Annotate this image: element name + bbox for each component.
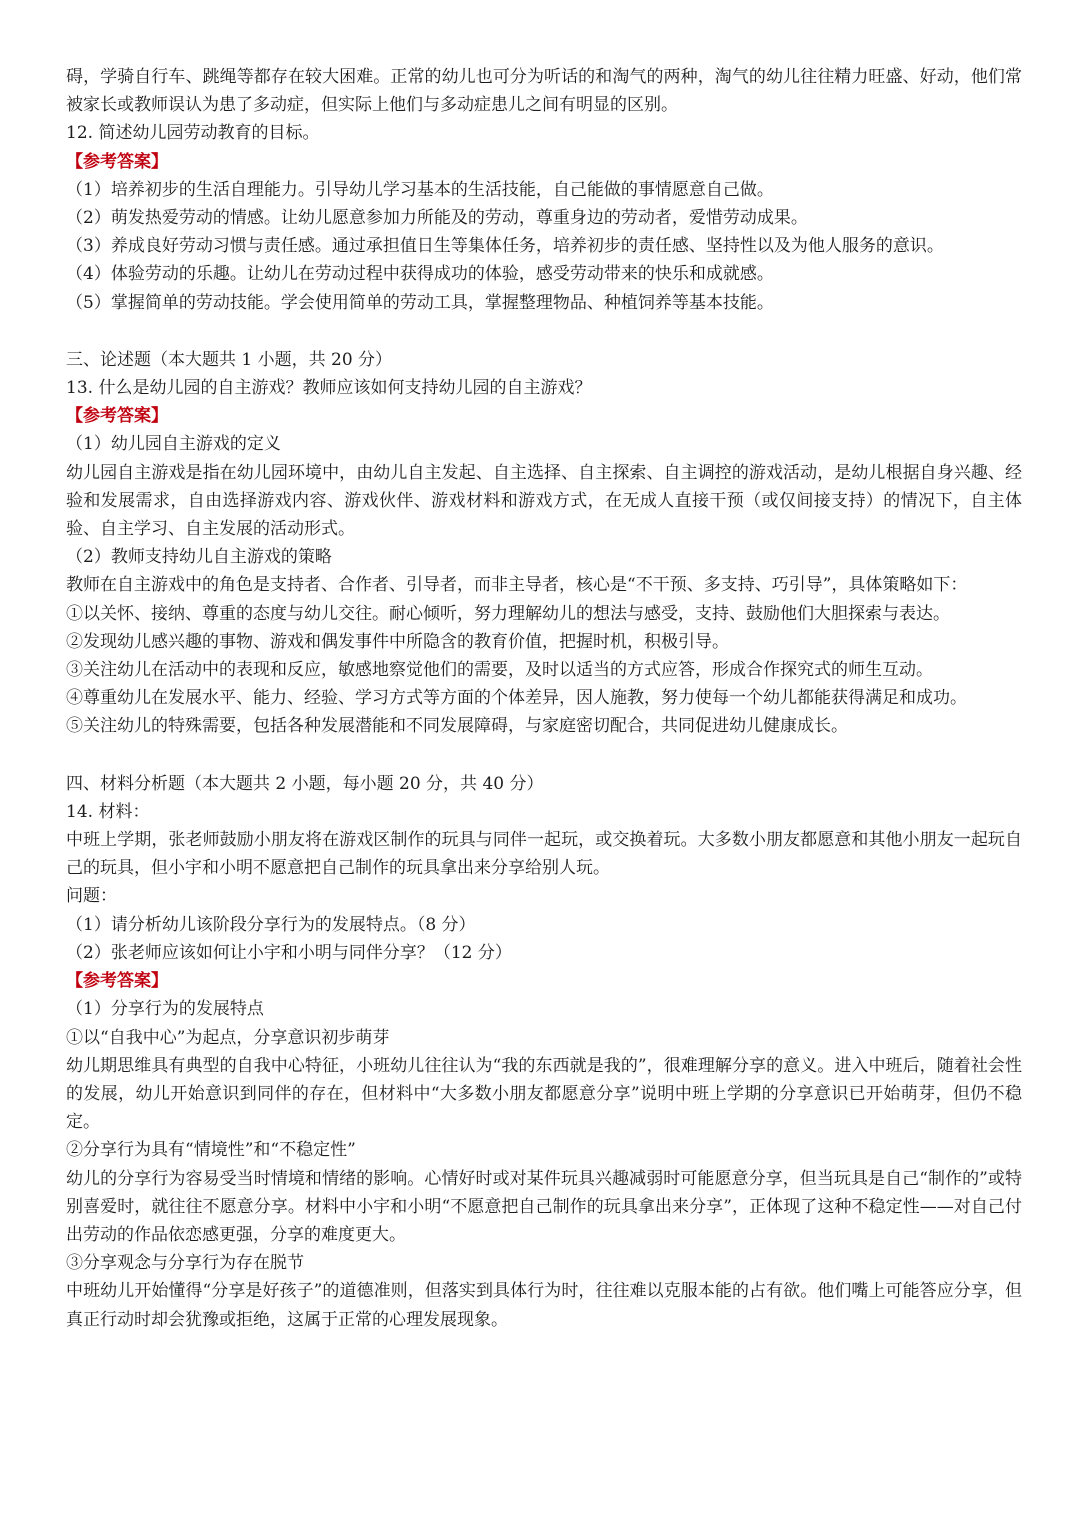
text-paragraph: 三、论述题（本大题共 1 小题，共 20 分） [66, 349, 393, 370]
text-paragraph: 14. 材料： [66, 801, 150, 822]
text-paragraph: 13. 什么是幼儿园的自主游戏？教师应该如何支持幼儿园的自主游戏？ [66, 378, 592, 399]
text-paragraph: 中班上学期，张老师鼓励小朋友将在游戏区制作的玩具与同伴一起玩，或交换着玩。大多数小朋友都愿意和其他小朋友一起玩自己的玩具，但小宇和小明不愿意把自己制作的玩具拿出来分享给别人玩。 [66, 830, 1022, 879]
text-paragraph: ④尊重幼儿在发展水平、能力、经验、学习方式等方面的个体差异，因人施教，努力使每一个幼儿都能获得满足和成功。 [66, 688, 967, 709]
text-paragraph: ①以“自我中心”为起点，分享意识初步萌芽 [66, 1027, 390, 1048]
text-paragraph: 教师在自主游戏中的角色是支持者、合作者、引导者，而非主导者，核心是“不干预、多支持、巧引导”，具体策略如下： [66, 575, 968, 596]
text-paragraph: ②分享行为具有“情境性”和“不稳定性” [66, 1140, 356, 1161]
text-paragraph: ③分享观念与分享行为存在脱节 [66, 1253, 304, 1274]
text-paragraph: ⑤关注幼儿的特殊需要，包括各种发展潜能和不同发展障碍，与家庭密切配合，共同促进幼儿健康成长。 [66, 716, 848, 737]
reference-answer-label: 【参考答案】 [66, 406, 168, 427]
text-paragraph: （2）教师支持幼儿自主游戏的策略 [66, 547, 332, 568]
text-paragraph: 12. 简述幼儿园劳动教育的目标。 [66, 123, 320, 144]
text-paragraph: 幼儿的分享行为容易受当时情境和情绪的影响。心情好时或对某件玩具兴趣减弱时可能愿意分享，但当玩具是自己“制作的”或特别喜爱时，就往往不愿意分享。材料中小宇和小明“不愿意把自己制作的玩具拿出来分享”，正体现了这种不稳定性——对自己付出劳动的作品依恋感更强，分享的难度更大。 [66, 1168, 1022, 1245]
section-spacer [66, 317, 1022, 346]
text-paragraph: 四、材料分析题（本大题共 2 小题，每小题 20 分，共 40 分） [66, 773, 544, 794]
text-paragraph: （1）培养初步的生活自理能力。引导幼儿学习基本的生活技能，自己能做的事情愿意自己做。 [66, 179, 774, 200]
text-paragraph: （5）掌握简单的劳动技能。学会使用简单的劳动工具，掌握整理物品、种植饲养等基本技能。 [66, 292, 774, 313]
text-paragraph: （2）萌发热爱劳动的情感。让幼儿愿意参加力所能及的劳动，尊重身边的劳动者，爱惜劳动成果。 [66, 208, 808, 229]
text-paragraph: （2）张老师应该如何让小宇和小明与同伴分享？（12 分） [66, 942, 512, 963]
text-paragraph: 中班幼儿开始懂得“分享是好孩子”的道德准则，但落实到具体行为时，往往难以克服本能的占有欲。他们嘴上可能答应分享，但真正行动时却会犹豫或拒绝，这属于正常的心理发展现象。 [66, 1281, 1022, 1330]
text-paragraph: （4）体验劳动的乐趣。让幼儿在劳动过程中获得成功的体验，感受劳动带来的快乐和成就感。 [66, 264, 774, 285]
text-paragraph: （3）养成良好劳动习惯与责任感。通过承担值日生等集体任务，培养初步的责任感、坚持性以及为他人服务的意识。 [66, 236, 944, 257]
text-paragraph: （1）请分析幼儿该阶段分享行为的发展特点。（8 分） [66, 914, 476, 935]
text-paragraph: 幼儿园自主游戏是指在幼儿园环境中，由幼儿自主发起、自主选择、自主探索、自主调控的游戏活动，是幼儿根据自身兴趣、经验和发展需求，自由选择游戏内容、游戏伙伴、游戏材料和游戏方式，在无成人直接干预（或仅间接支持）的情况下，自主体验、自主学习、自主发展的活动形式。 [66, 462, 1022, 540]
reference-answer-label: 【参考答案】 [66, 971, 168, 992]
text-paragraph: ①以关怀、接纳、尊重的态度与幼儿交往。耐心倾听，努力理解幼儿的想法与感受，支持、鼓励他们大胆探索与表达。 [66, 603, 950, 624]
reference-answer-label: 【参考答案】 [66, 151, 168, 172]
text-paragraph: ②发现幼儿感兴趣的事物、游戏和偶发事件中所隐含的教育价值，把握时机，积极引导。 [66, 631, 729, 652]
text-paragraph: 问题： [66, 886, 117, 907]
text-paragraph: ③关注幼儿在活动中的表现和反应，敏感地察觉他们的需要，及时以适当的方式应答，形成合作探究式的师生互动。 [66, 660, 933, 681]
text-paragraph: 碍，学骑自行车、跳绳等都存在较大困难。正常的幼儿也可分为听话的和淘气的两种，淘气的幼儿往往精力旺盛、好动，他们常被家长或教师误认为患了多动症，但实际上他们与多动症患儿之间有明显的区别。 [66, 67, 1022, 116]
text-paragraph: （1）幼儿园自主游戏的定义 [66, 434, 281, 455]
document-body [66, 63, 1022, 1334]
section-spacer [66, 741, 1022, 770]
text-paragraph: 幼儿期思维具有典型的自我中心特征，小班幼儿往往认为“我的东西就是我的”，很难理解分享的意义。进入中班后，随着社会性的发展，幼儿开始意识到同伴的存在，但材料中“大多数小朋友都愿意分享”说明中班上学期的分享意识已开始萌芽，但仍不稳定。 [66, 1055, 1022, 1133]
text-paragraph: （1）分享行为的发展特点 [66, 999, 264, 1020]
